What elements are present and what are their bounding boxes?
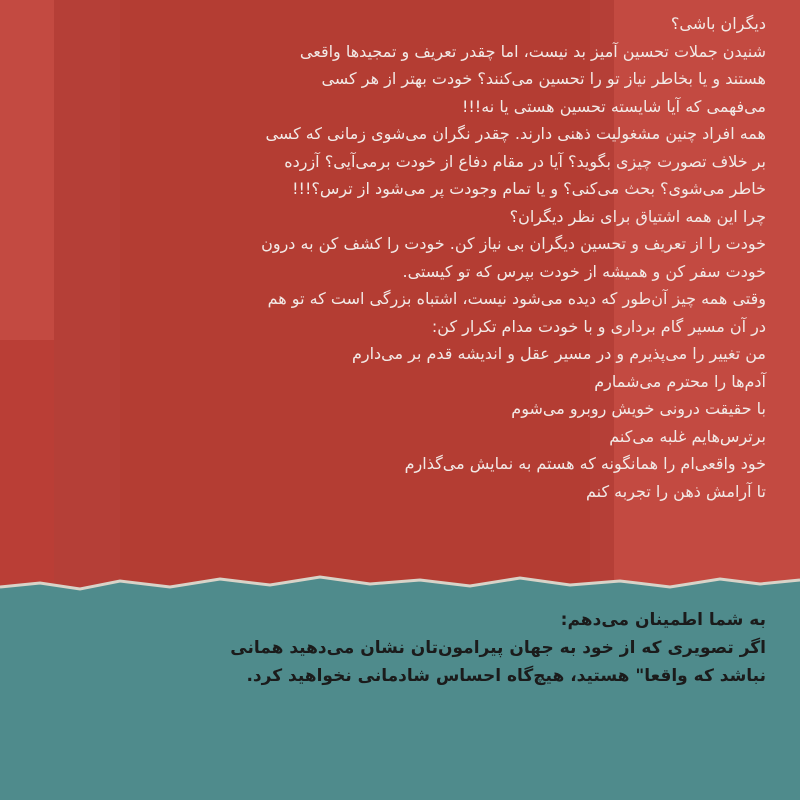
quote-line: اگر تصویری که از خود به جهان پیرامون‌تان نشان می‌دهید همانی xyxy=(230,638,766,658)
quote-heading: به شما اطمینان می‌دهم: xyxy=(560,610,766,630)
body-text xyxy=(46,10,766,505)
text-line: خودت سفر کن و همیشه از خودت بپرس که تو کیستی. xyxy=(402,261,766,281)
text-line: برترس‌هایم غلبه می‌کنم xyxy=(609,426,766,446)
quote-line: نباشد که واقعا" هستید، هیچ‌گاه احساس شادمانی نخواهید کرد. xyxy=(246,666,766,686)
text-line: آدم‌ها را محترم می‌شمارم xyxy=(594,371,766,391)
text-line: می‌فهمی که آیا شایسته تحسین هستی یا نه!!! xyxy=(461,96,766,116)
text-line: تا آرامش ذهن را تجربه کنم xyxy=(586,481,766,501)
text-line: خاطر می‌شوی؟ بحث می‌کنی؟ و یا تمام وجودت پر می‌شود از ترس؟!!! xyxy=(292,179,766,198)
text-line: خود واقعی‌ام را همانگونه که هستم به نمایش می‌گذارم xyxy=(404,454,766,473)
text-line: چرا این همه اشتیاق برای نظر دیگران؟ xyxy=(509,206,766,226)
text-line: در آن مسیر گام برداری و با خودت مدام تکرار کن: xyxy=(431,316,766,336)
text-line: خودت را از تعریف و تحسین دیگران بی نیاز کن. خودت را کشف کن به درون xyxy=(261,234,766,253)
text-line: وقتی همه چیز آن‌طور که دیده می‌شود نیست، اشتباه بزرگی است که تو هم xyxy=(267,289,766,308)
text-line: بر خلاف تصورت چیزی بگوید؟ آیا در مقام دفاع از خودت برمی‌آیی؟ آزرده xyxy=(284,151,766,171)
text-line: من تغییر را می‌پذیرم و در مسیر عقل و اندیشه قدم بر می‌دارم xyxy=(351,344,766,363)
text-line: هستند و یا بخاطر نیاز تو را تحسین می‌کنند؟ خودت بهتر از هر کسی xyxy=(321,69,766,88)
text-line: همه افراد چنین مشغولیت ذهنی دارند. چقدر نگران می‌شوی زمانی که کسی xyxy=(265,124,766,143)
text-line: دیگران باشی؟ xyxy=(670,14,766,33)
text-line: با حقیقت درونی خویش روبرو می‌شوم xyxy=(511,399,766,418)
quote-block xyxy=(34,606,766,690)
text-line: شنیدن جملات تحسین آمیز بد نیست، اما چقدر تعریف و تمجیدها واقعی xyxy=(299,41,766,61)
